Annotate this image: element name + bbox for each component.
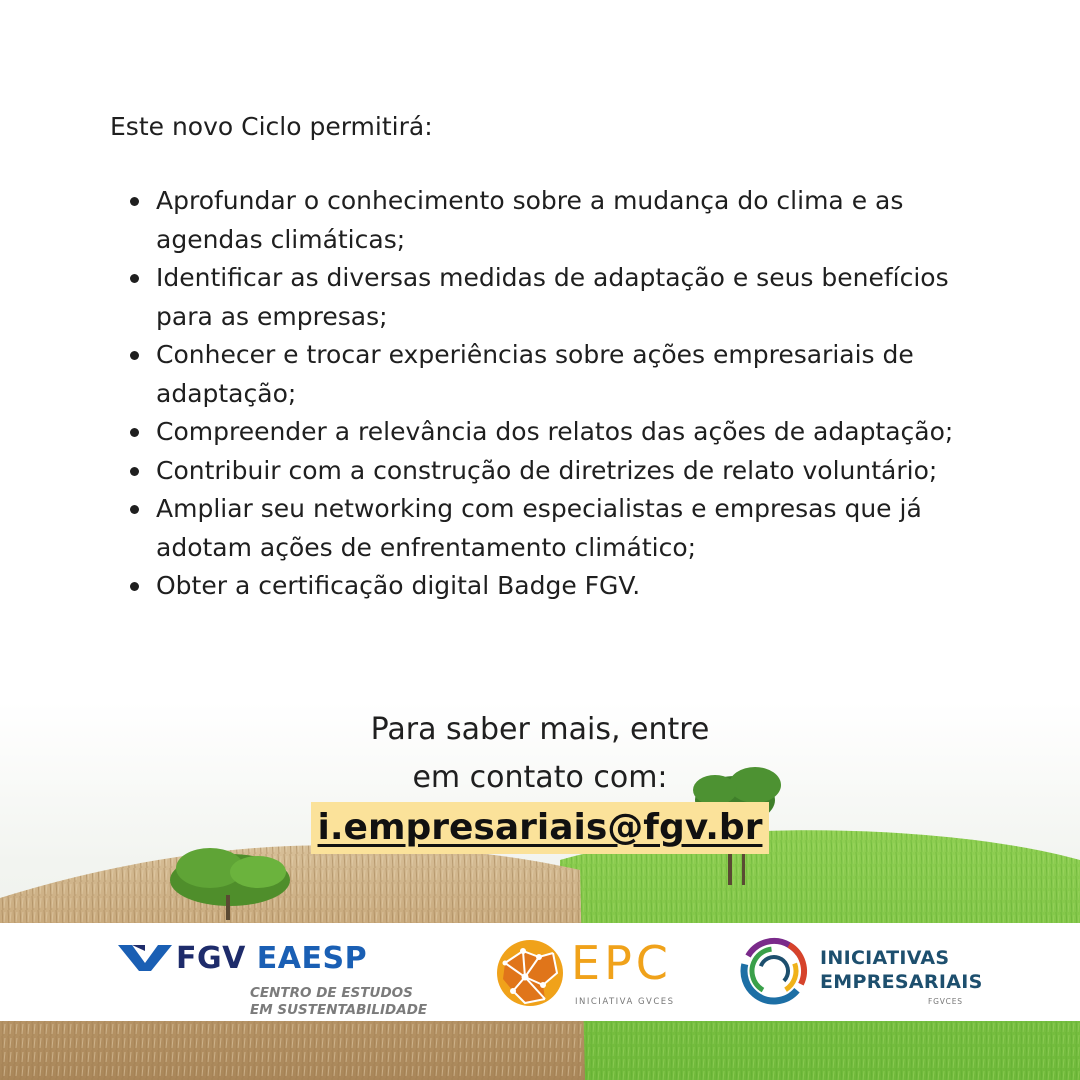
swirl-icon	[738, 935, 810, 1007]
list-item	[130, 567, 1010, 606]
benefits-list	[130, 182, 1010, 606]
iniciativas-line-2: EMPRESARIAIS	[820, 971, 983, 993]
email-wrapper	[0, 802, 1080, 854]
list-item-text: Identificar as diversas medidas de adaptação e seus benefícios para as empresas;	[156, 263, 949, 331]
list-item-text: Obter a certificação digital Badge FGV.	[156, 571, 641, 600]
epc-globe-icon	[495, 933, 565, 1009]
fgv-subtitle-line-2: EM SUSTENTABILIDADE	[250, 1002, 428, 1018]
list-item	[130, 413, 1010, 452]
list-item	[130, 336, 1010, 413]
bullet-icon	[130, 467, 139, 476]
list-item	[130, 259, 1010, 336]
iniciativas-line-3: FGVCES	[928, 997, 963, 1006]
bullet-icon	[130, 197, 139, 206]
fgv-title-b: EAESP	[256, 941, 368, 976]
list-item	[130, 452, 1010, 491]
fgv-chevron-icon	[118, 945, 172, 971]
list-item-text: Compreender a relevância dos relatos das ações de adaptação;	[156, 417, 954, 446]
fgv-subtitle	[250, 985, 427, 1019]
intro-text: Este novo Ciclo permitirá:	[110, 112, 433, 141]
list-item-text: Ampliar seu networking com especialistas e empresas que já adotam ações de enfrentamento climático;	[156, 494, 922, 562]
bullet-icon	[130, 274, 139, 283]
contact-line-1: Para saber mais, entre	[370, 712, 710, 747]
epc-logo	[495, 933, 695, 1013]
list-item-text: Aprofundar o conhecimento sobre a mudança do clima e as agendas climáticas;	[156, 186, 904, 254]
logo-band	[0, 923, 1080, 1021]
list-item	[130, 490, 1010, 567]
contact-line-2: em contato com:	[412, 760, 668, 795]
fgv-subtitle-line-1: CENTRO DE ESTUDOS	[250, 985, 413, 1001]
epc-subtitle: INICIATIVA GVCES	[575, 997, 675, 1007]
fgv-title-a: FGV	[176, 941, 246, 976]
epc-title: EPC	[571, 936, 672, 990]
iniciativas-empresariais-logo	[738, 933, 983, 1013]
list-item-text: Contribuir com a construção de diretrizes de relato voluntário;	[156, 455, 938, 485]
iniciativas-line-1: INICIATIVAS	[820, 947, 950, 969]
bullet-icon	[130, 428, 139, 437]
bullet-icon	[130, 582, 139, 591]
bullet-icon	[130, 351, 139, 360]
contact-email-link[interactable]: i.empresariais@fgv.br	[311, 802, 770, 854]
bullet-icon	[130, 505, 139, 514]
list-item	[130, 182, 1010, 259]
fgv-title	[176, 941, 367, 976]
fgv-eaesp-logo	[118, 941, 438, 1018]
list-item-text: Conhecer e trocar experiências sobre ações empresariais de adaptação;	[156, 340, 914, 408]
